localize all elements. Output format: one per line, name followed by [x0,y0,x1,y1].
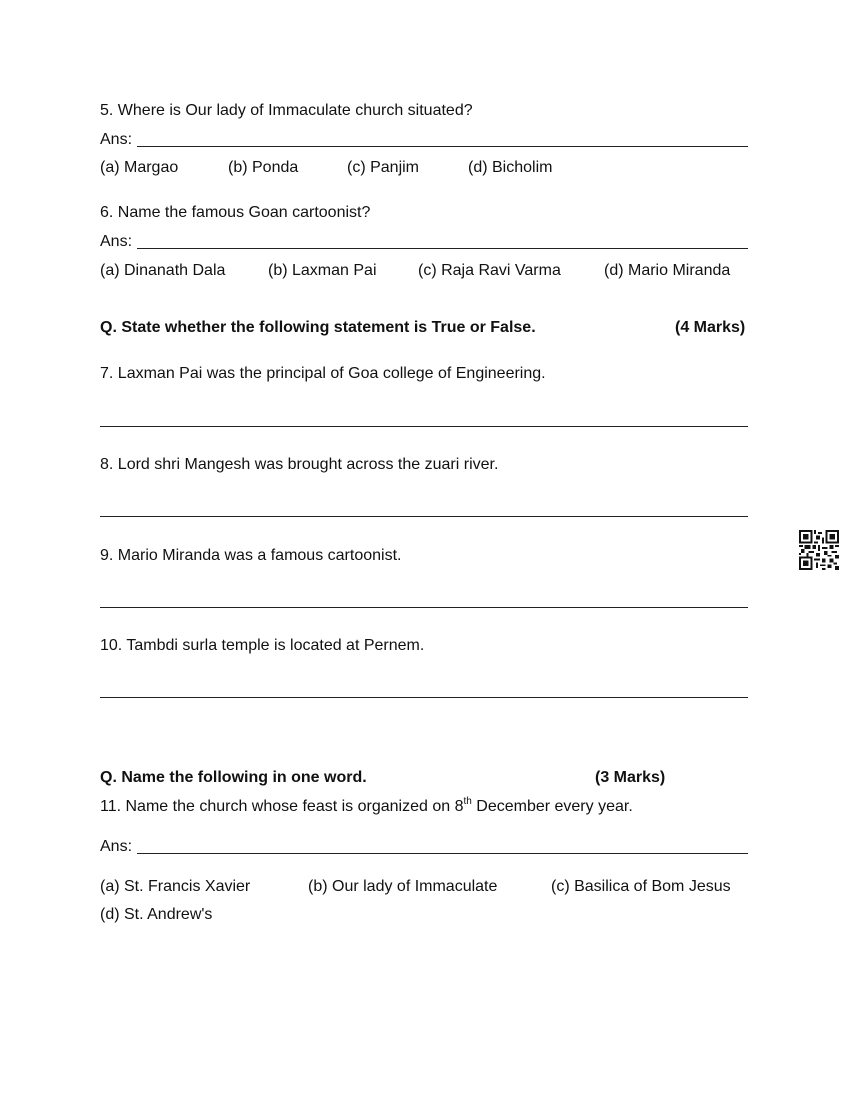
question-5: 5. Where is Our lady of Immaculate church situated? [100,102,473,119]
section-heading-one-word: Q. Name the following in one word. [100,769,367,786]
option-5c: (c) Panjim [347,159,420,176]
question-10: 10. Tambdi surla temple is located at Pernem. [100,637,425,654]
question-11-superscript: th [463,795,472,807]
question-11 [100,797,633,816]
answer-line-7[interactable] [100,426,748,427]
question-8: 8. Lord shri Mangesh was brought across the zuari river. [100,456,499,473]
option-6b: (b) Laxman Pai [268,262,377,279]
option-11c: (c) Basilica of Bom Jesus [551,878,731,895]
option-11d: (d) St. Andrew's [100,906,213,923]
option-5a: (a) Margao [100,159,179,176]
section-heading-true-false: Q. State whether the following statement is True or False. [100,319,536,336]
option-6d: (d) Mario Miranda [604,262,731,279]
option-5b: (b) Ponda [228,159,299,176]
option-6a: (a) Dinanath Dala [100,262,226,279]
question-7: 7. Laxman Pai was the principal of Goa college of Engineering. [100,365,546,382]
option-5d: (d) Bicholim [468,159,553,176]
answer-line-5[interactable] [137,146,748,147]
answer-line-10[interactable] [100,697,748,698]
option-6c: (c) Raja Ravi Varma [418,262,561,279]
answer-line-9[interactable] [100,607,748,608]
question-11-text: 11. Name the church whose feast is organized on 8 [100,798,464,815]
question-9: 9. Mario Miranda was a famous cartoonist. [100,547,402,564]
answer-label-11: Ans: [100,838,133,855]
answer-line-11[interactable] [137,853,748,854]
option-11b: (b) Our lady of Immaculate [308,878,498,895]
answer-line-8[interactable] [100,516,748,517]
section-marks-true-false: (4 Marks) [675,319,746,336]
answer-label-6: Ans: [100,233,133,250]
section-marks-one-word: (3 Marks) [595,769,666,786]
answer-label-5: Ans: [100,131,133,148]
answer-line-6[interactable] [137,248,748,249]
question-11-text-after: December every year. [471,798,633,815]
qr-code-icon [799,530,839,570]
question-6: 6. Name the famous Goan cartoonist? [100,204,371,221]
option-11a: (a) St. Francis Xavier [100,878,251,895]
